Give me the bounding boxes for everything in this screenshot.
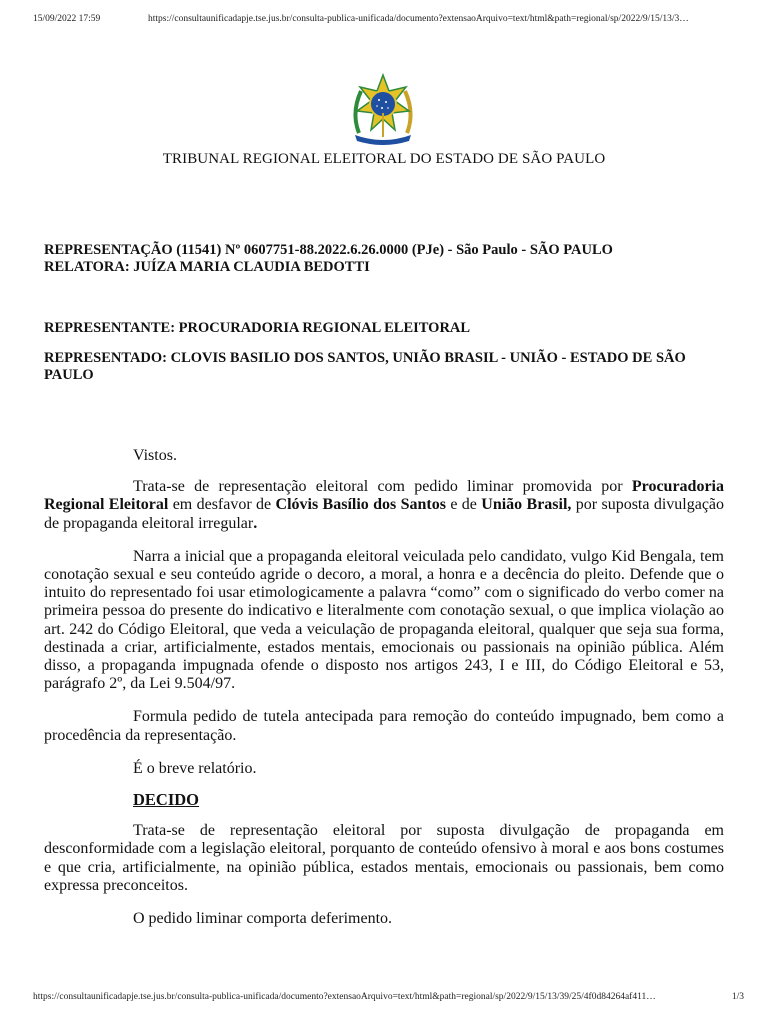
p1-text-e: e de [445,496,482,514]
case-rapporteur: RELATORA: JUÍZA MARIA CLAUDIA BEDOTTI [44,259,370,275]
p1-text-a: Trata-se de representação eleitoral com pedido liminar promovida por [133,478,632,496]
representado: REPRESENTADO: CLOVIS BASILIO DOS SANTOS, UNIÃO BRASIL - UNIÃO - ESTADO DE SÃO PAULO [44,350,686,383]
paragraph-3: Formula pedido de tutela antecipada para remoção do conteúdo impugnado, bem como a procedência da representação. [44,708,724,744]
decido-heading: DECIDO [133,790,200,810]
page-number: 1/3 [731,992,744,1002]
paragraph-5: Trata-se de representação eleitoral por suposta divulgação de propaganda em desconformidade com a legislação eleitoral, porquanto de conteúdo ofensivo à moral e aos bons costumes e que cria, artificialmente, na opinião pública, estados mentais, emocionais ou passionais, bem como expressa preconceitos. [44,822,724,894]
case-header [44,242,724,276]
p1-representante: Procuradoria Regional Eleitoral [44,478,724,514]
representante: REPRESENTANTE: PROCURADORIA REGIONAL ELEITORAL [44,320,471,336]
print-datetime: 15/09/2022 17:59 [33,14,101,24]
print-header-url[interactable]: https://consultaunificadapje.tse.jus.br/consulta-publica-unificada/documento?extensaoArquivo=text/html&path=regional/sp/2022/9/15/13/3… [148,14,689,24]
brazil-coat-of-arms-icon [349,73,417,145]
paragraph-vistos: Vistos. [133,447,177,464]
p1-period: . [253,514,258,532]
p1-text-g: por suposta divulgação de propaganda eleitoral irregular [44,496,725,532]
print-header [0,14,768,28]
p1-representado: Clóvis Basílio dos Santos [275,496,446,514]
paragraph-6: O pedido liminar comporta deferimento. [133,910,393,928]
p1-party: União Brasil, [481,496,572,514]
print-footer-url[interactable]: https://consultaunificadapje.tse.jus.br/consulta-publica-unificada/documento?extensaoArquivo=text/html&path=regional/sp/2022/9/15/13/39/25/4f0d84264af411… [33,992,656,1002]
case-number: REPRESENTAÇÃO (11541) Nº 0607751-88.2022.6.26.0000 (PJe) - São Paulo - SÃO PAULO [44,242,613,258]
paragraph-4: É o breve relatório. [133,759,257,777]
court-name: TRIBUNAL REGIONAL ELEITORAL DO ESTADO DE SÃO PAULO [162,151,606,167]
p1-text-c: em desfavor de [168,496,276,514]
paragraph-1 [44,478,724,533]
print-footer [0,992,768,1006]
paragraph-2: Narra a inicial que a propaganda eleitoral veiculada pelo candidato, vulgo Kid Bengala, tem conotação sexual e seu conteúdo agride o decoro, a moral, a honra e a decência do pleito. Defende que o intuito do representado foi usar etimologicamente a palavra “como” com o significado do verbo comer na primeira pessoa do presente do indicativo e literalmente com conotação sexual, o que implica violação ao art. 242 do Código Eleitoral, que veda a veiculação de propaganda eleitoral, qualquer que seja sua forma, destinada a criar, artificialmente, estados mentais, emocionais ou passionais na opinião pública. Além disso, a propaganda impugnada ofende o disposto nos artigos 243, I e III, do Código Eleitoral e 53, parágrafo 2º, da Lei 9.504/97. [44,547,724,693]
decision-body [44,447,724,943]
